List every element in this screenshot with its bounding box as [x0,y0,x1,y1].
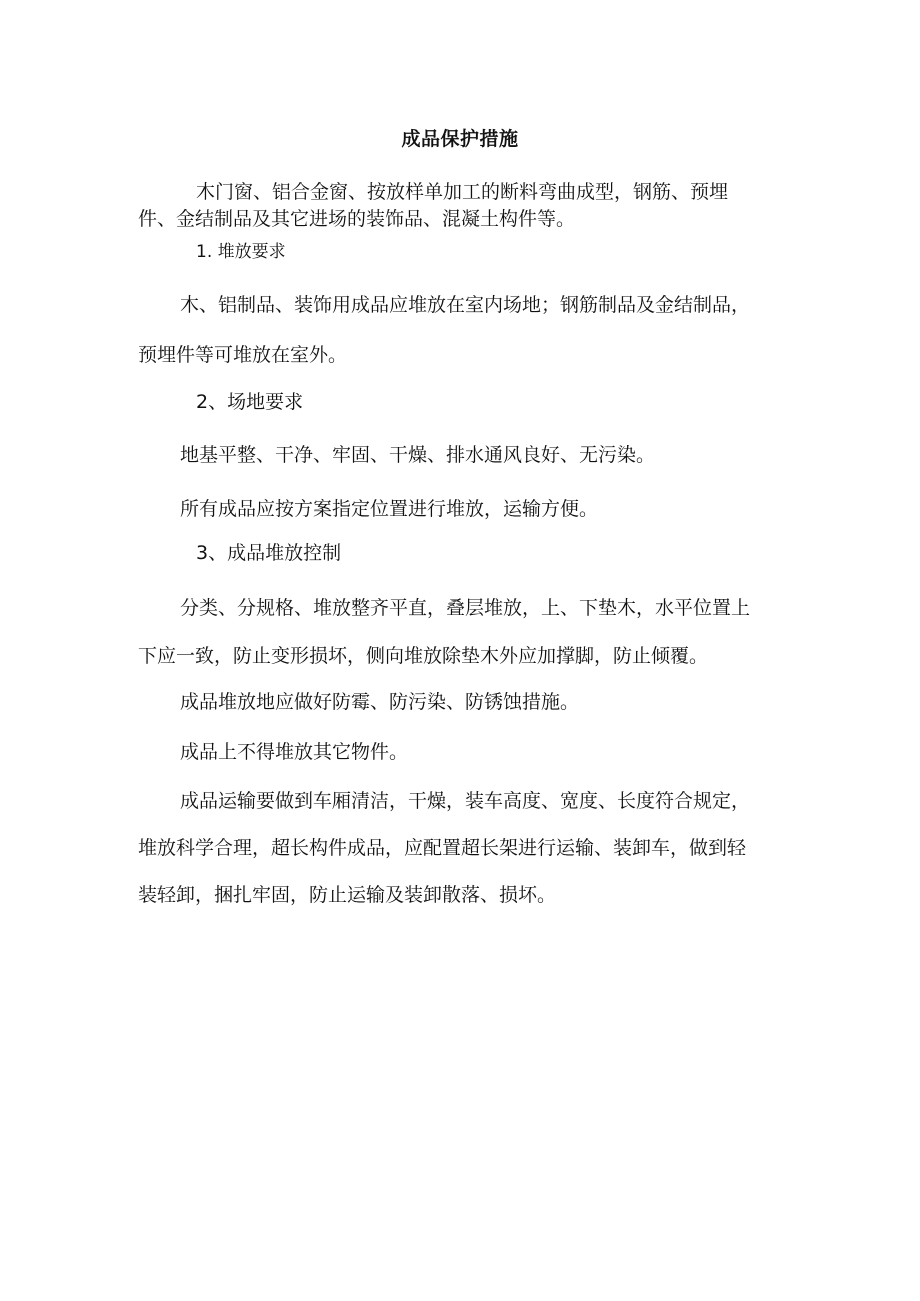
section1-heading: 1. 堆放要求 [196,242,286,262]
section3-para4-line-2: 堆放科学合理，超长构件成品，应配置超长架进行运输、装卸车，做到轻 [138,837,747,859]
section1-line-2: 预埋件等可堆放在室外。 [138,344,348,366]
section2-heading: 2、场地要求 [196,391,304,413]
section3-para-3: 成品上不得堆放其它物件。 [180,741,409,763]
section3-para-2: 成品堆放地应做好防霉、防污染、防锈蚀措施。 [180,691,580,713]
section1-line-1: 木、铝制品、装饰用成品应堆放在室内场地；钢筋制品及金结制品， [180,294,751,316]
document-title: 成品保护措施 [401,128,519,150]
section2-para-2: 所有成品应按方案指定位置进行堆放，运输方便。 [180,498,599,520]
section3-para1-line-1: 分类、分规格、堆放整齐平直，叠层堆放，上、下垫木，水平位置上 [180,597,751,619]
section3-para1-line-2: 下应一致，防止变形损坏，侧向堆放除垫木外应加撑脚，防止倾覆。 [138,645,709,667]
intro-line-1: 木门窗、铝合金窗、按放样单加工的断料弯曲成型，钢筋、预埋 [196,181,729,203]
section3-heading: 3、成品堆放控制 [196,542,342,564]
intro-line-2: 件、金结制品及其它进场的装饰品、混凝土构件等。 [138,208,576,230]
section3-para4-line-3: 装轻卸，捆扎牢固，防止运输及装卸散落、损坏。 [138,884,557,906]
section3-para4-line-1: 成品运输要做到车厢清洁，干燥，装车高度、宽度、长度符合规定， [180,790,751,812]
section2-para-1: 地基平整、干净、牢固、干燥、排水通风良好、无污染。 [180,444,656,466]
